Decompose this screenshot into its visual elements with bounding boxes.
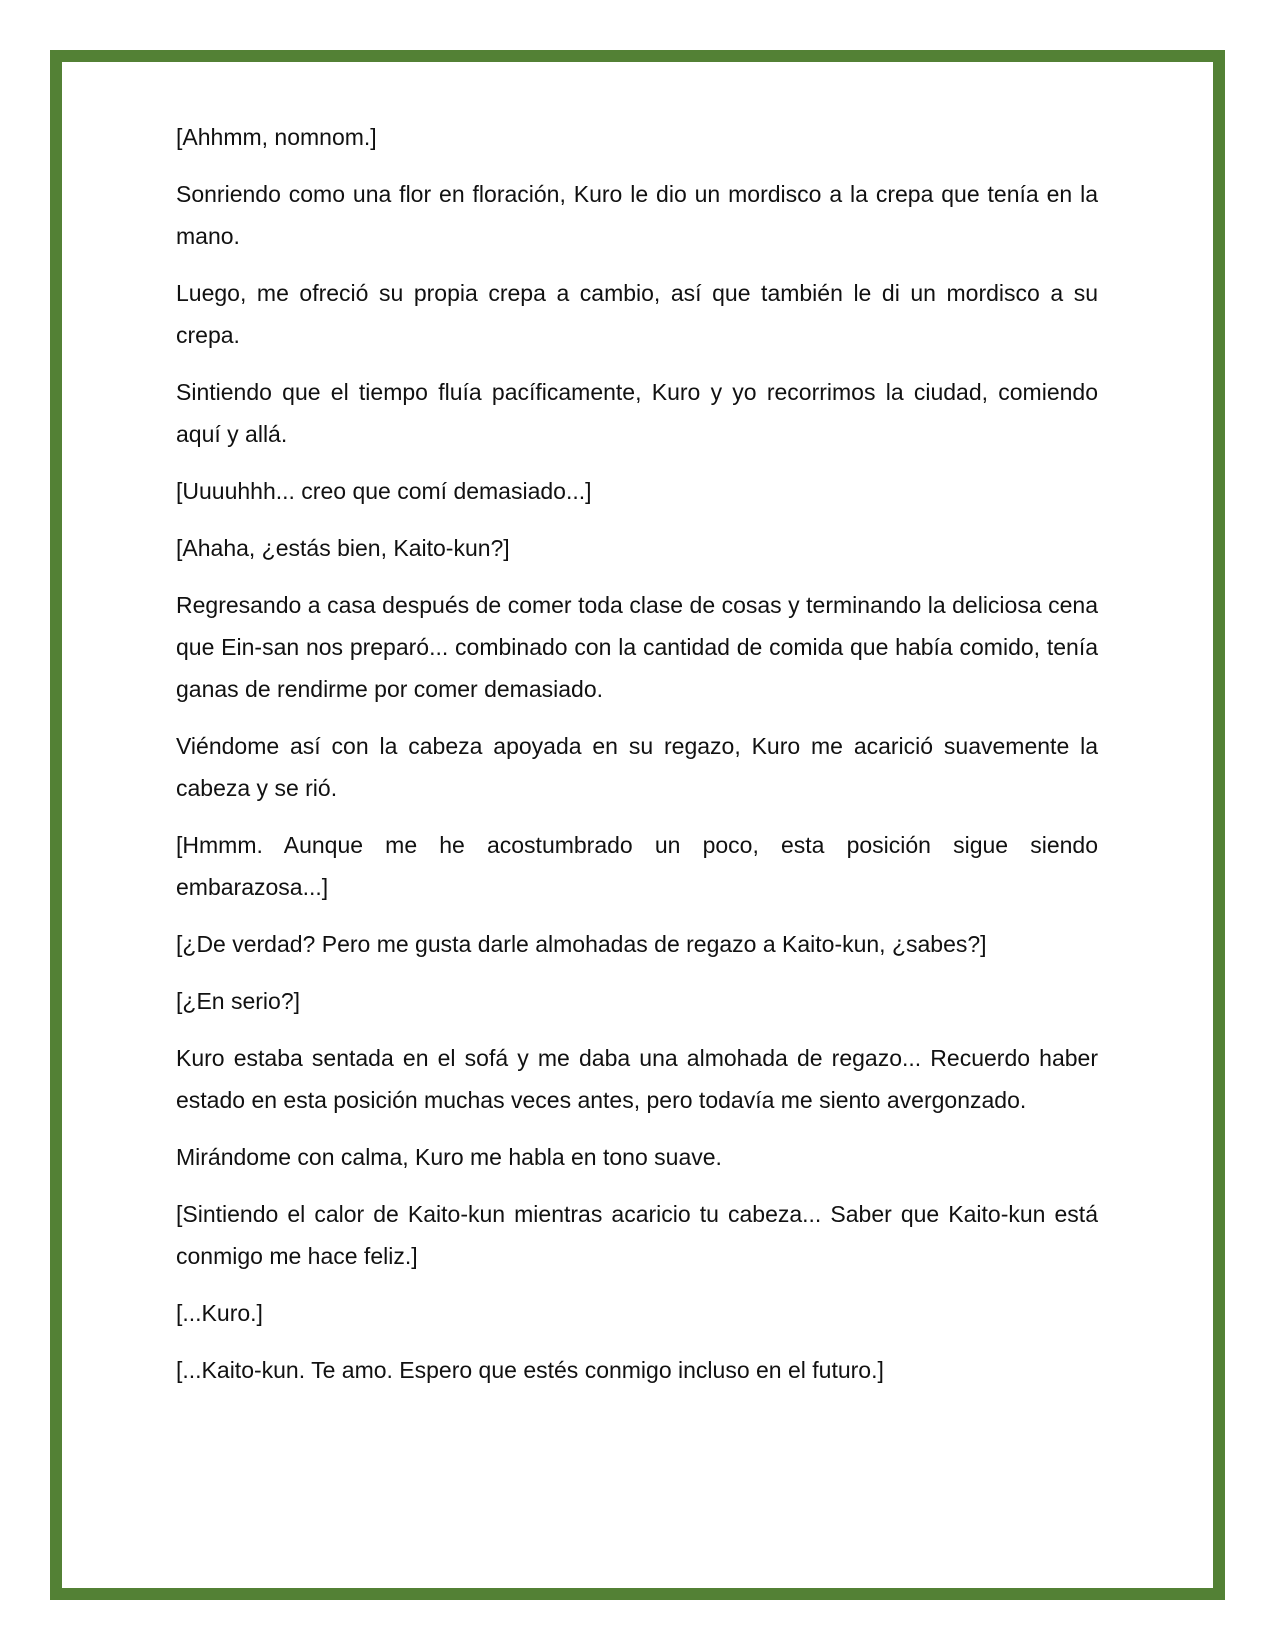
paragraph: Mirándome con calma, Kuro me habla en tono suave. (176, 1144, 722, 1170)
paragraph: [Hmmm. Aunque me he acostumbrado un poco, esta posición sigue siendo embarazosa...] (176, 832, 1098, 900)
paragraph: Sonriendo como una flor en floración, Kuro le dio un mordisco a la crepa que tenía en la mano. (176, 181, 1098, 249)
paragraph: Luego, me ofreció su propia crepa a cambio, así que también le di un mordisco a su crepa. (176, 280, 1098, 348)
paragraph: [...Kuro.] (176, 1300, 263, 1326)
paragraph: [...Kaito-kun. Te amo. Espero que estés conmigo incluso en el futuro.] (176, 1357, 884, 1383)
paragraph: [Ahaha, ¿estás bien, Kaito-kun?] (176, 535, 510, 561)
paragraph: Regresando a casa después de comer toda clase de cosas y terminando la deliciosa cena que Ein-san nos preparó... combinado con la cantidad de comida que había comido, tenía ganas de rendirme por comer demasiado. (176, 592, 1098, 702)
paragraph: Kuro estaba sentada en el sofá y me daba una almohada de regazo... Recuerdo haber estado en esta posición muchas veces antes, pero todavía me siento avergonzado. (176, 1045, 1098, 1113)
paragraph: [¿De verdad? Pero me gusta darle almohadas de regazo a Kaito-kun, ¿sabes?] (176, 931, 987, 957)
paragraph: [Uuuuhhh... creo que comí demasiado...] (176, 478, 592, 504)
paragraph: Sintiendo que el tiempo fluía pacíficamente, Kuro y yo recorrimos la ciudad, comiendo aquí y allá. (176, 379, 1098, 447)
paragraph: Viéndome así con la cabeza apoyada en su regazo, Kuro me acarició suavemente la cabeza y se rió. (176, 733, 1098, 801)
paragraph: [Ahhmm, nomnom.] (176, 124, 377, 150)
paragraph: [Sintiendo el calor de Kaito-kun mientras acaricio tu cabeza... Saber que Kaito-kun está conmigo me hace feliz.] (176, 1201, 1098, 1269)
document-body (176, 116, 1098, 1406)
paragraph: [¿En serio?] (176, 988, 300, 1014)
